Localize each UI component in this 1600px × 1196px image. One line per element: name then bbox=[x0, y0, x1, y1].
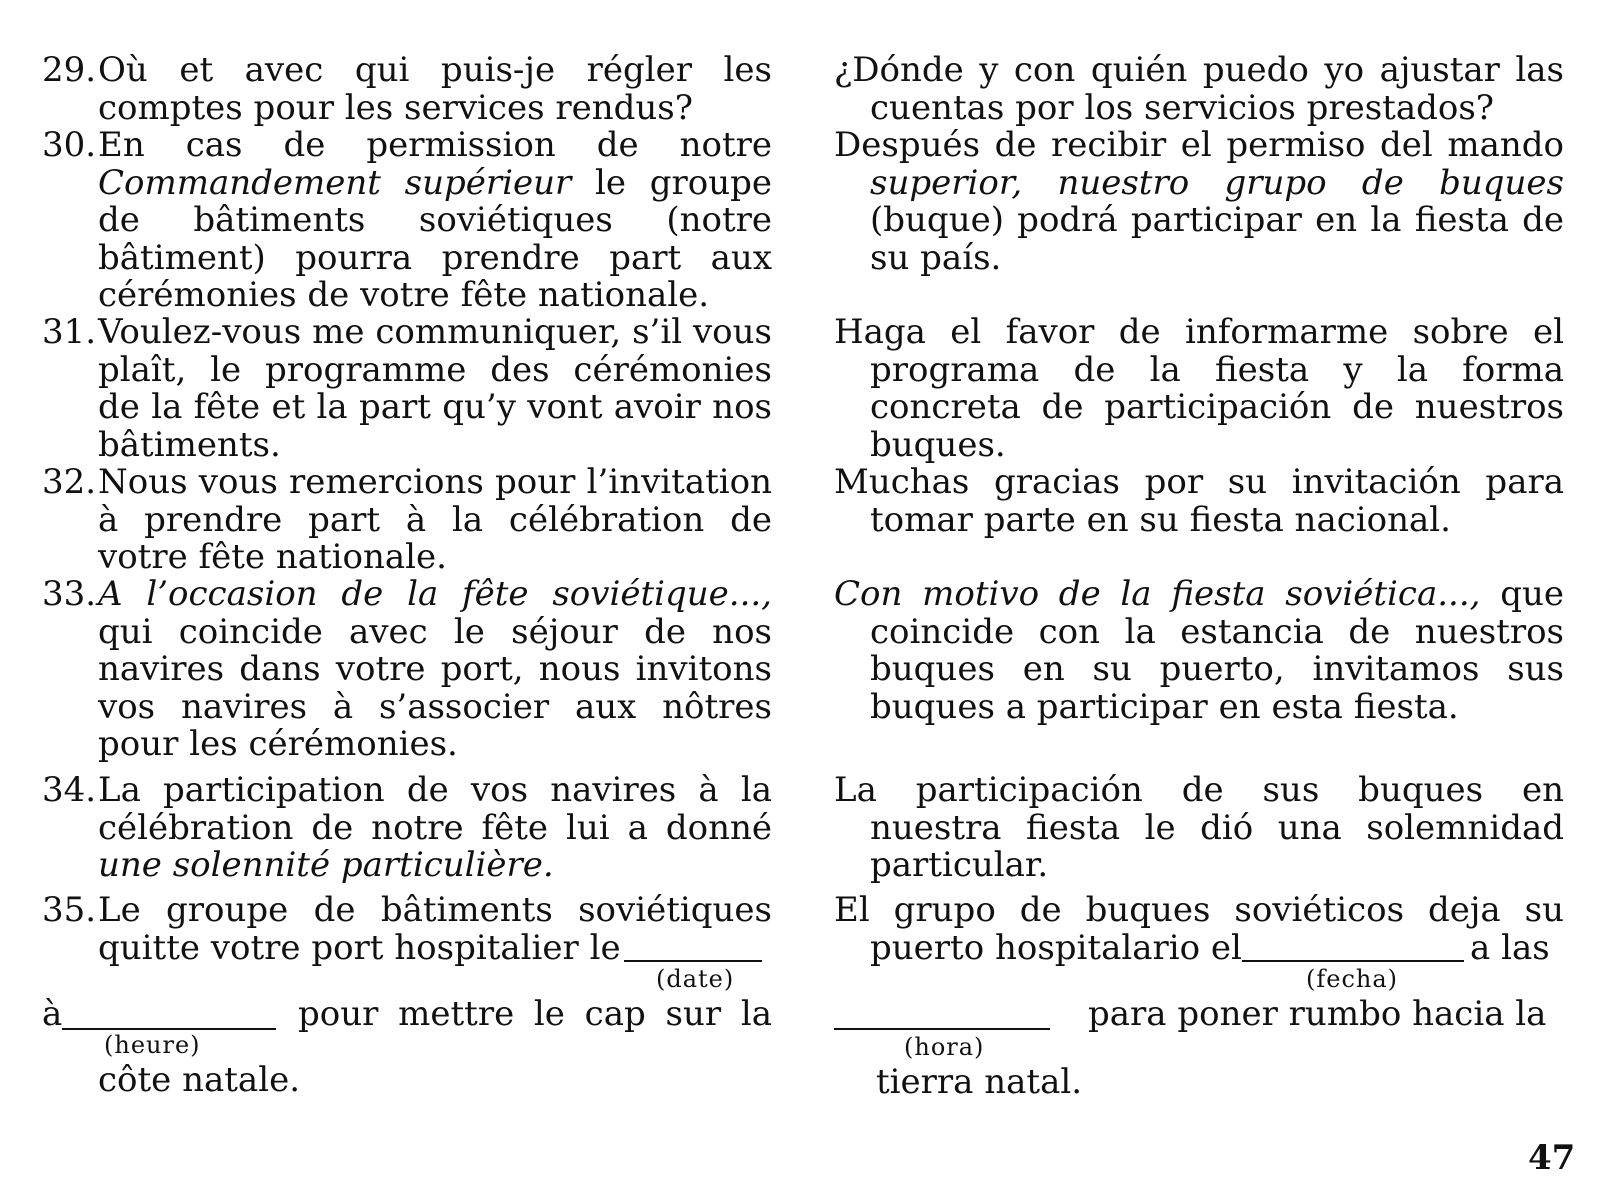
entry-text: Muchas gracias por su invitación para tomar parte en su fiesta nacional. bbox=[834, 462, 1564, 540]
hour-caption: (hora) bbox=[904, 1033, 985, 1061]
entry-text: ¿Dónde y con quién puedo yo ajustar las cuentas por los servicios prestados? bbox=[834, 50, 1564, 128]
entry-33-fr bbox=[42, 576, 772, 764]
entry-text bbox=[98, 127, 772, 315]
entry-35-fr-line1: Le groupe de bâtiments soviétiques bbox=[98, 890, 772, 930]
entry-text: Où et avec qui puis-je régler les comptes pour les services rendus? bbox=[98, 50, 772, 128]
entry-35-fr-line3: pour mettre le cap sur la bbox=[298, 994, 772, 1034]
entry-number: 34. bbox=[42, 770, 97, 810]
entry-35-fr-a: à bbox=[42, 994, 63, 1034]
entry-text: Voulez-vous me communiquer, s’il vous plaît, le programme des cérémonies de la fête et la part qu’y vont avoir nos bâtiments. bbox=[98, 312, 772, 465]
date-blank[interactable] bbox=[624, 960, 762, 962]
text-segment: que coincide con la estancia de nuestros buques en su puerto, invitamos sus buques a participar en esta fiesta. bbox=[870, 574, 1564, 727]
text-segment: En cas de permission de notre bbox=[98, 125, 772, 165]
italic-segment: Commandement supérieur bbox=[98, 162, 572, 203]
entry-35-es-line2a: puerto hospitalario el bbox=[870, 928, 1242, 968]
hour-blank[interactable] bbox=[62, 1028, 276, 1030]
entry-number: 30. bbox=[42, 125, 97, 165]
hour-caption: (heure) bbox=[104, 1031, 201, 1059]
entry-text bbox=[834, 574, 1564, 727]
entry-text bbox=[834, 125, 1564, 278]
hour-blank[interactable] bbox=[834, 1028, 1050, 1030]
entry-35-fr-line2: quitte votre port hospitalier le bbox=[98, 928, 621, 968]
entry-text: La participación de sus buques en nuestra fiesta le dió una solemnidad particular. bbox=[834, 770, 1564, 885]
entry-30-fr bbox=[42, 127, 772, 315]
entry-35-es-line3: para poner rumbo hacia la bbox=[1088, 994, 1547, 1034]
entry-text bbox=[98, 576, 772, 764]
entry-number: 35. bbox=[42, 890, 97, 930]
entry-35-es-line2b: a las bbox=[1470, 928, 1550, 968]
entry-32-es bbox=[834, 464, 1564, 539]
entry-35-es-line1: El grupo de buques soviéticos deja su bbox=[834, 890, 1564, 930]
entry-31-es bbox=[834, 314, 1564, 464]
text-segment: (buque) podrá participar en la fiesta de su país. bbox=[870, 200, 1564, 278]
entry-number: 31. bbox=[42, 312, 97, 352]
entry-text bbox=[98, 772, 772, 885]
date-caption: (date) bbox=[656, 965, 735, 993]
text-segment: Después de recibir el permiso del mando bbox=[834, 125, 1564, 165]
date-blank[interactable] bbox=[1242, 960, 1464, 962]
entry-30-es bbox=[834, 127, 1564, 277]
entry-number: 32. bbox=[42, 462, 97, 502]
entry-32-fr bbox=[42, 464, 772, 577]
entry-number: 33. bbox=[42, 574, 97, 614]
entry-text: Haga el favor de informarme sobre el programa de la fiesta y la forma concreta de participación de nuestros buques. bbox=[834, 312, 1564, 465]
entry-31-fr bbox=[42, 314, 772, 464]
entry-33-es bbox=[834, 576, 1564, 726]
italic-segment: Con motivo de la fiesta soviética..., bbox=[834, 574, 1481, 614]
entry-29-fr bbox=[42, 52, 772, 127]
text-segment: le groupe de bâtiments soviétiques (notre bâtiment) pourra prendre part aux cérémonies de votre fête nationale. bbox=[98, 162, 772, 315]
date-caption: (fecha) bbox=[1306, 965, 1399, 993]
entry-text: Nous vous remercions pour l’invitation à prendre part à la célébration de votre fête nationale. bbox=[98, 462, 772, 577]
page-number: 47 bbox=[1528, 1138, 1576, 1178]
italic-segment: A l’occasion de la fête soviétique..., bbox=[98, 574, 772, 614]
entry-34-es bbox=[834, 772, 1564, 885]
italic-segment: une solennité particulière. bbox=[98, 845, 554, 885]
entry-34-fr bbox=[42, 772, 772, 885]
text-segment: qui coincide avec le séjour de nos navires dans votre port, nous invitons vos navires à s’associer aux nôtres pour les cérémonies. bbox=[98, 611, 772, 764]
entry-number: 29. bbox=[42, 50, 97, 90]
italic-segment: superior, nuestro grupo de buques bbox=[870, 162, 1564, 203]
entry-35-fr-line4: côte natale. bbox=[98, 1060, 301, 1100]
entry-35-es-line4: tierra natal. bbox=[876, 1062, 1083, 1102]
text-segment: La participation de vos navires à la célébration de notre fête lui a donné bbox=[98, 770, 772, 848]
entry-29-es bbox=[834, 52, 1564, 127]
